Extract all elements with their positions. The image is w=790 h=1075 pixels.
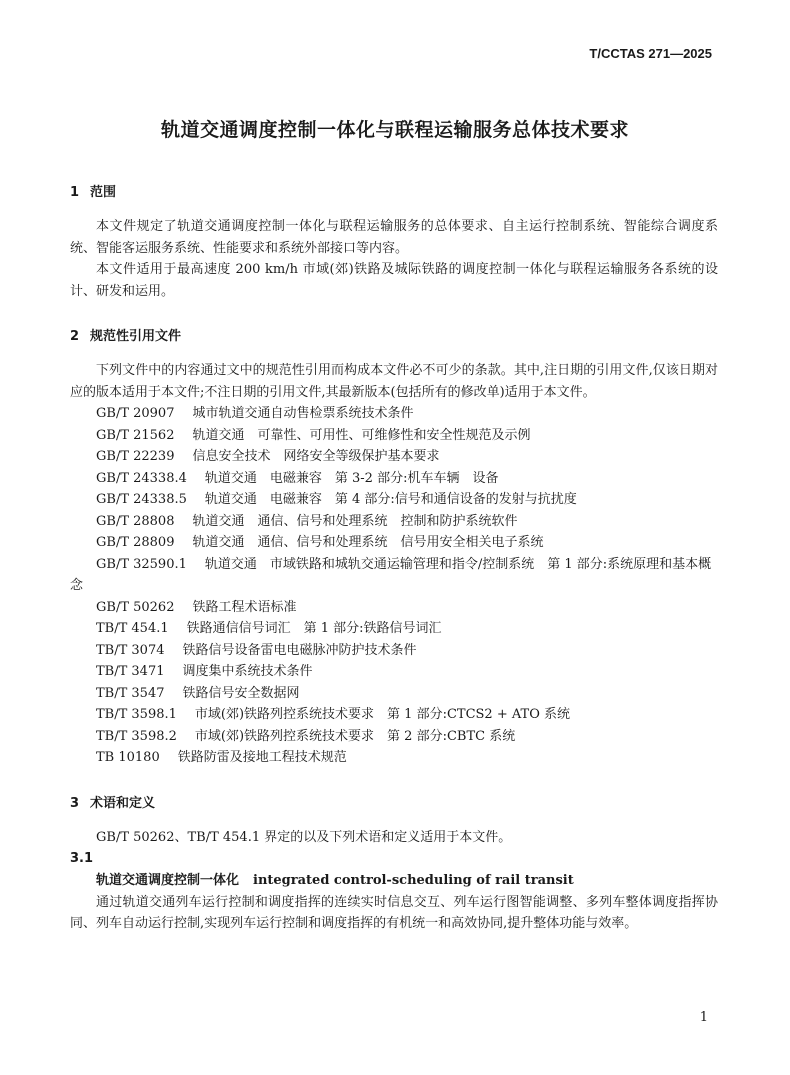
reference-item bbox=[70, 726, 718, 748]
scope-paragraph: 本文件适用于最高速度 200 km/h 市域(郊)铁路及城际铁路的调度控制一体化与联程运输服务各系统的设计、研发和运用。 bbox=[70, 262, 718, 299]
reference-title: 调度集中系统技术条件 bbox=[182, 664, 313, 679]
reference-title: 轨道交通 通信、信号和处理系统 信号用安全相关电子系统 bbox=[192, 535, 544, 550]
terms-intro: GB/T 50262、TB/T 454.1 界定的以及下列术语和定义适用于本文件。 bbox=[96, 829, 512, 845]
section-number: 2 bbox=[70, 329, 80, 344]
reference-item bbox=[70, 683, 718, 705]
references-intro: 下列文件中的内容通过文中的规范性引用而构成本文件必不可少的条款。其中,注日期的引用文件,仅该日期对应的版本适用于本文件;不注日期的引用文件,其最新版本(包括所有的修改单)适用于本文件。 bbox=[70, 363, 718, 400]
reference-title: 信息安全技术 网络安全等级保护基本要求 bbox=[192, 449, 440, 464]
term-entry bbox=[70, 870, 718, 892]
reference-item bbox=[70, 425, 718, 447]
reference-code: TB/T 454.1 bbox=[96, 621, 169, 636]
section-number: 1 bbox=[70, 185, 80, 200]
reference-item bbox=[70, 704, 718, 726]
term-definition: 通过轨道交通列车运行控制和调度指挥的连续实时信息交互、列车运行图智能调整、多列车整体调度指挥协同、列车自动运行控制,实现列车运行控制和调度指挥的有机统一和高效协同,提升整体功能与效率。 bbox=[70, 894, 718, 931]
reference-title: 铁路信号安全数据网 bbox=[182, 685, 300, 701]
reference-item bbox=[70, 597, 718, 619]
reference-item bbox=[70, 446, 718, 468]
reference-code: TB 10180 bbox=[96, 750, 160, 765]
reference-list bbox=[70, 403, 718, 769]
reference-item bbox=[70, 403, 718, 425]
reference-title: 轨道交通 电磁兼容 第 4 部分:信号和通信设备的发射与抗扰度 bbox=[204, 492, 577, 507]
page-number: 1 bbox=[699, 1010, 708, 1025]
reference-code: TB/T 3547 bbox=[96, 685, 165, 701]
reference-code: GB/T 24338.4 bbox=[96, 470, 187, 486]
section-title: 规范性引用文件 bbox=[90, 329, 182, 344]
reference-code: GB/T 24338.5 bbox=[96, 492, 187, 507]
section-number: 3 bbox=[70, 795, 80, 811]
reference-item bbox=[70, 511, 718, 533]
reference-item bbox=[70, 489, 718, 511]
reference-title: 城市轨道交通自动售检票系统技术条件 bbox=[192, 406, 414, 421]
reference-item bbox=[70, 468, 718, 490]
document-title: 轨道交通调度控制一体化与联程运输服务总体技术要求 bbox=[160, 119, 629, 141]
reference-code: GB/T 21562 bbox=[96, 427, 175, 443]
section-title: 术语和定义 bbox=[90, 795, 156, 811]
document-body bbox=[70, 182, 718, 935]
reference-title: 市域(郊)铁路列控系统技术要求 第 2 部分:CBTC 系统 bbox=[194, 728, 516, 744]
reference-title: 铁路信号设备雷电电磁脉冲防护技术条件 bbox=[182, 642, 417, 658]
section-heading-normative-references bbox=[70, 326, 718, 348]
scope-paragraph: 本文件规定了轨道交通调度控制一体化与联程运输服务的总体要求、自主运行控制系统、智能综合调度系统、智能客运服务系统、性能要求和系统外部接口等内容。 bbox=[70, 219, 718, 256]
reference-item bbox=[70, 661, 718, 683]
section-title: 范围 bbox=[90, 185, 117, 200]
reference-code: TB/T 3598.2 bbox=[96, 728, 177, 744]
reference-title: 铁路通信信号词汇 第 1 部分:铁路信号词汇 bbox=[186, 621, 442, 636]
section-heading-terms bbox=[70, 793, 718, 815]
term-name-en: integrated control-scheduling of rail transit bbox=[253, 873, 574, 888]
reference-code: GB/T 28809 bbox=[96, 535, 175, 550]
reference-item bbox=[70, 532, 718, 554]
reference-code: TB/T 3471 bbox=[96, 664, 165, 679]
reference-item bbox=[70, 554, 718, 597]
reference-item bbox=[70, 618, 718, 640]
reference-title: 铁路工程术语标准 bbox=[192, 599, 297, 615]
reference-title: 轨道交通 电磁兼容 第 3-2 部分:机车车辆 设备 bbox=[204, 470, 499, 486]
reference-code: GB/T 32590.1 bbox=[96, 556, 187, 572]
reference-item bbox=[70, 640, 718, 662]
reference-title: 轨道交通 可靠性、可用性、可维修性和安全性规范及示例 bbox=[192, 427, 531, 443]
reference-title: 市域(郊)铁路列控系统技术要求 第 1 部分:CTCS2 + ATO 系统 bbox=[194, 707, 571, 722]
reference-title: 铁路防雷及接地工程技术规范 bbox=[177, 750, 347, 765]
reference-code: GB/T 22239 bbox=[96, 449, 175, 464]
reference-item bbox=[70, 747, 718, 769]
reference-code: GB/T 28808 bbox=[96, 513, 175, 529]
standard-code: T/CCTAS 271—2025 bbox=[589, 46, 712, 61]
reference-code: TB/T 3074 bbox=[96, 642, 165, 658]
reference-code: GB/T 50262 bbox=[96, 599, 175, 615]
reference-title: 轨道交通 通信、信号和处理系统 控制和防护系统软件 bbox=[192, 513, 518, 529]
section-heading-scope bbox=[70, 182, 718, 204]
reference-title: 轨道交通 市域铁路和城轨交通运输管理和指令/控制系统 第 1 部分:系统原理和基本概念 bbox=[70, 556, 712, 593]
reference-code: GB/T 20907 bbox=[96, 406, 175, 421]
reference-code: TB/T 3598.1 bbox=[96, 707, 177, 722]
term-name-zh: 轨道交通调度控制一体化 bbox=[96, 873, 240, 888]
term-number: 3.1 bbox=[70, 851, 94, 866]
